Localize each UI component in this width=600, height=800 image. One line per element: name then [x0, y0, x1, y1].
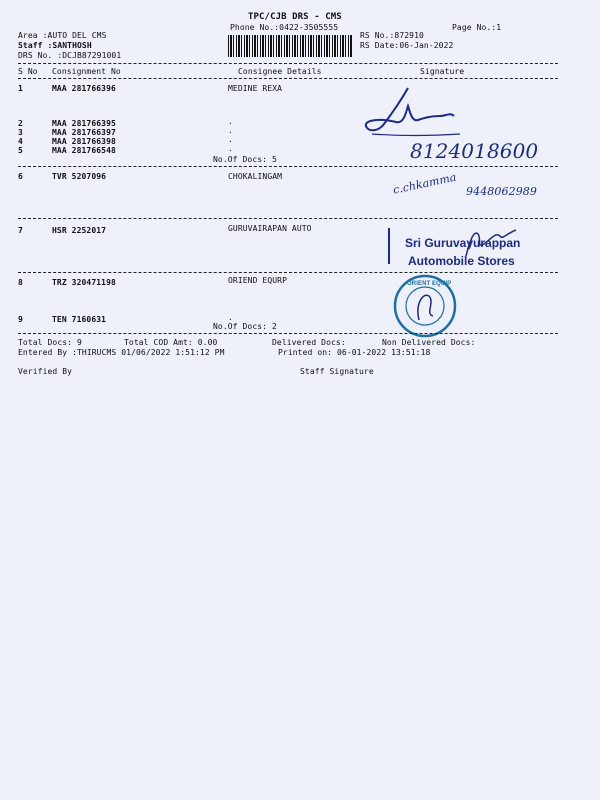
row-sno: 1	[18, 84, 23, 93]
row-sno: 3	[18, 128, 23, 137]
row-consignment: MAA 281766395	[52, 119, 116, 128]
col-signature: Signature	[420, 67, 465, 76]
area-label: Area :AUTO DEL CMS	[18, 31, 107, 40]
printed-on: Printed on: 06-01-2022 13:51:18	[278, 348, 431, 357]
row-sno: 4	[18, 137, 23, 146]
row-consignee: .	[228, 117, 233, 126]
delivered-docs: Delivered Docs:	[272, 338, 346, 347]
document-title: TPC/CJB DRS - CMS	[248, 12, 342, 22]
handwritten-phone: 9448062989	[466, 185, 537, 198]
divider	[18, 218, 558, 219]
group-doc-count: No.Of Docs: 2	[213, 322, 277, 331]
rs-number: RS No.:872910	[360, 31, 424, 40]
signature-scribble	[360, 82, 470, 144]
divider	[18, 63, 558, 64]
row-sno: 6	[18, 172, 23, 181]
handwritten-name: c.chkamma	[391, 170, 458, 197]
col-consignee: Consignee Details	[238, 67, 322, 76]
row-sno: 8	[18, 278, 23, 287]
divider	[18, 272, 558, 273]
row-consignment: HSR 2252017	[52, 226, 107, 235]
row-consignment: TVR 5207096	[52, 172, 107, 181]
barcode	[228, 35, 352, 57]
total-cod-amount: Total COD Amt: 0.00	[124, 338, 218, 347]
stamp-line-1: Sri Guruvayurappan	[405, 236, 521, 250]
verified-by: Verified By	[18, 367, 73, 376]
row-consignment: MAA 281766548	[52, 146, 116, 155]
row-consignment: TRZ 320471198	[52, 278, 116, 287]
drs-number: DRS No. :DCJB87291001	[18, 51, 122, 60]
stamp-round-text: ORIENT EQUIP	[407, 281, 452, 287]
signature-scribble	[456, 226, 526, 260]
col-sno: S No	[18, 67, 38, 76]
group-doc-count: No.Of Docs: 5	[213, 155, 277, 164]
stamp-line-2: Automobile Stores	[408, 254, 515, 268]
row-consignment: MAA 281766397	[52, 128, 116, 137]
divider	[18, 78, 558, 79]
row-consignee: MEDINE REXA	[228, 84, 283, 93]
staff-label: Staff :SANTHOSH	[18, 41, 92, 50]
row-consignee: CHOKALINGAM	[228, 172, 283, 181]
row-sno: 7	[18, 226, 23, 235]
row-sno: 9	[18, 315, 23, 324]
divider	[18, 333, 558, 334]
row-consignee: .	[228, 126, 233, 135]
row-sno: 2	[18, 119, 23, 128]
phone-number: Phone No.:0422-3505555	[230, 23, 339, 32]
row-consignee: .	[228, 313, 233, 322]
entered-by: Entered By :THIRUCMS 01/06/2022 1:51:12 PM	[18, 348, 225, 357]
page-number: Page No.:1	[452, 23, 502, 32]
row-sno: 5	[18, 146, 23, 155]
divider	[18, 166, 558, 167]
total-docs: Total Docs: 9	[18, 338, 82, 347]
rs-date: RS Date:06-Jan-2022	[360, 41, 454, 50]
row-consignment: MAA 281766398	[52, 137, 116, 146]
row-consignee: .	[228, 144, 233, 153]
col-consignment: Consignment No	[52, 67, 121, 76]
non-delivered-docs: Non Delivered Docs:	[382, 338, 476, 347]
stamp-border	[388, 228, 394, 264]
row-consignment: TEN 7160631	[52, 315, 107, 324]
row-consignee: GURUVAIRAPAN AUTO	[228, 224, 312, 233]
staff-signature: Staff Signature	[300, 367, 374, 376]
row-consignee: .	[228, 135, 233, 144]
handwritten-phone: 8124018600	[410, 139, 539, 163]
row-consignee: ORIEND EQURP	[228, 276, 287, 285]
row-consignment: MAA 281766396	[52, 84, 116, 93]
